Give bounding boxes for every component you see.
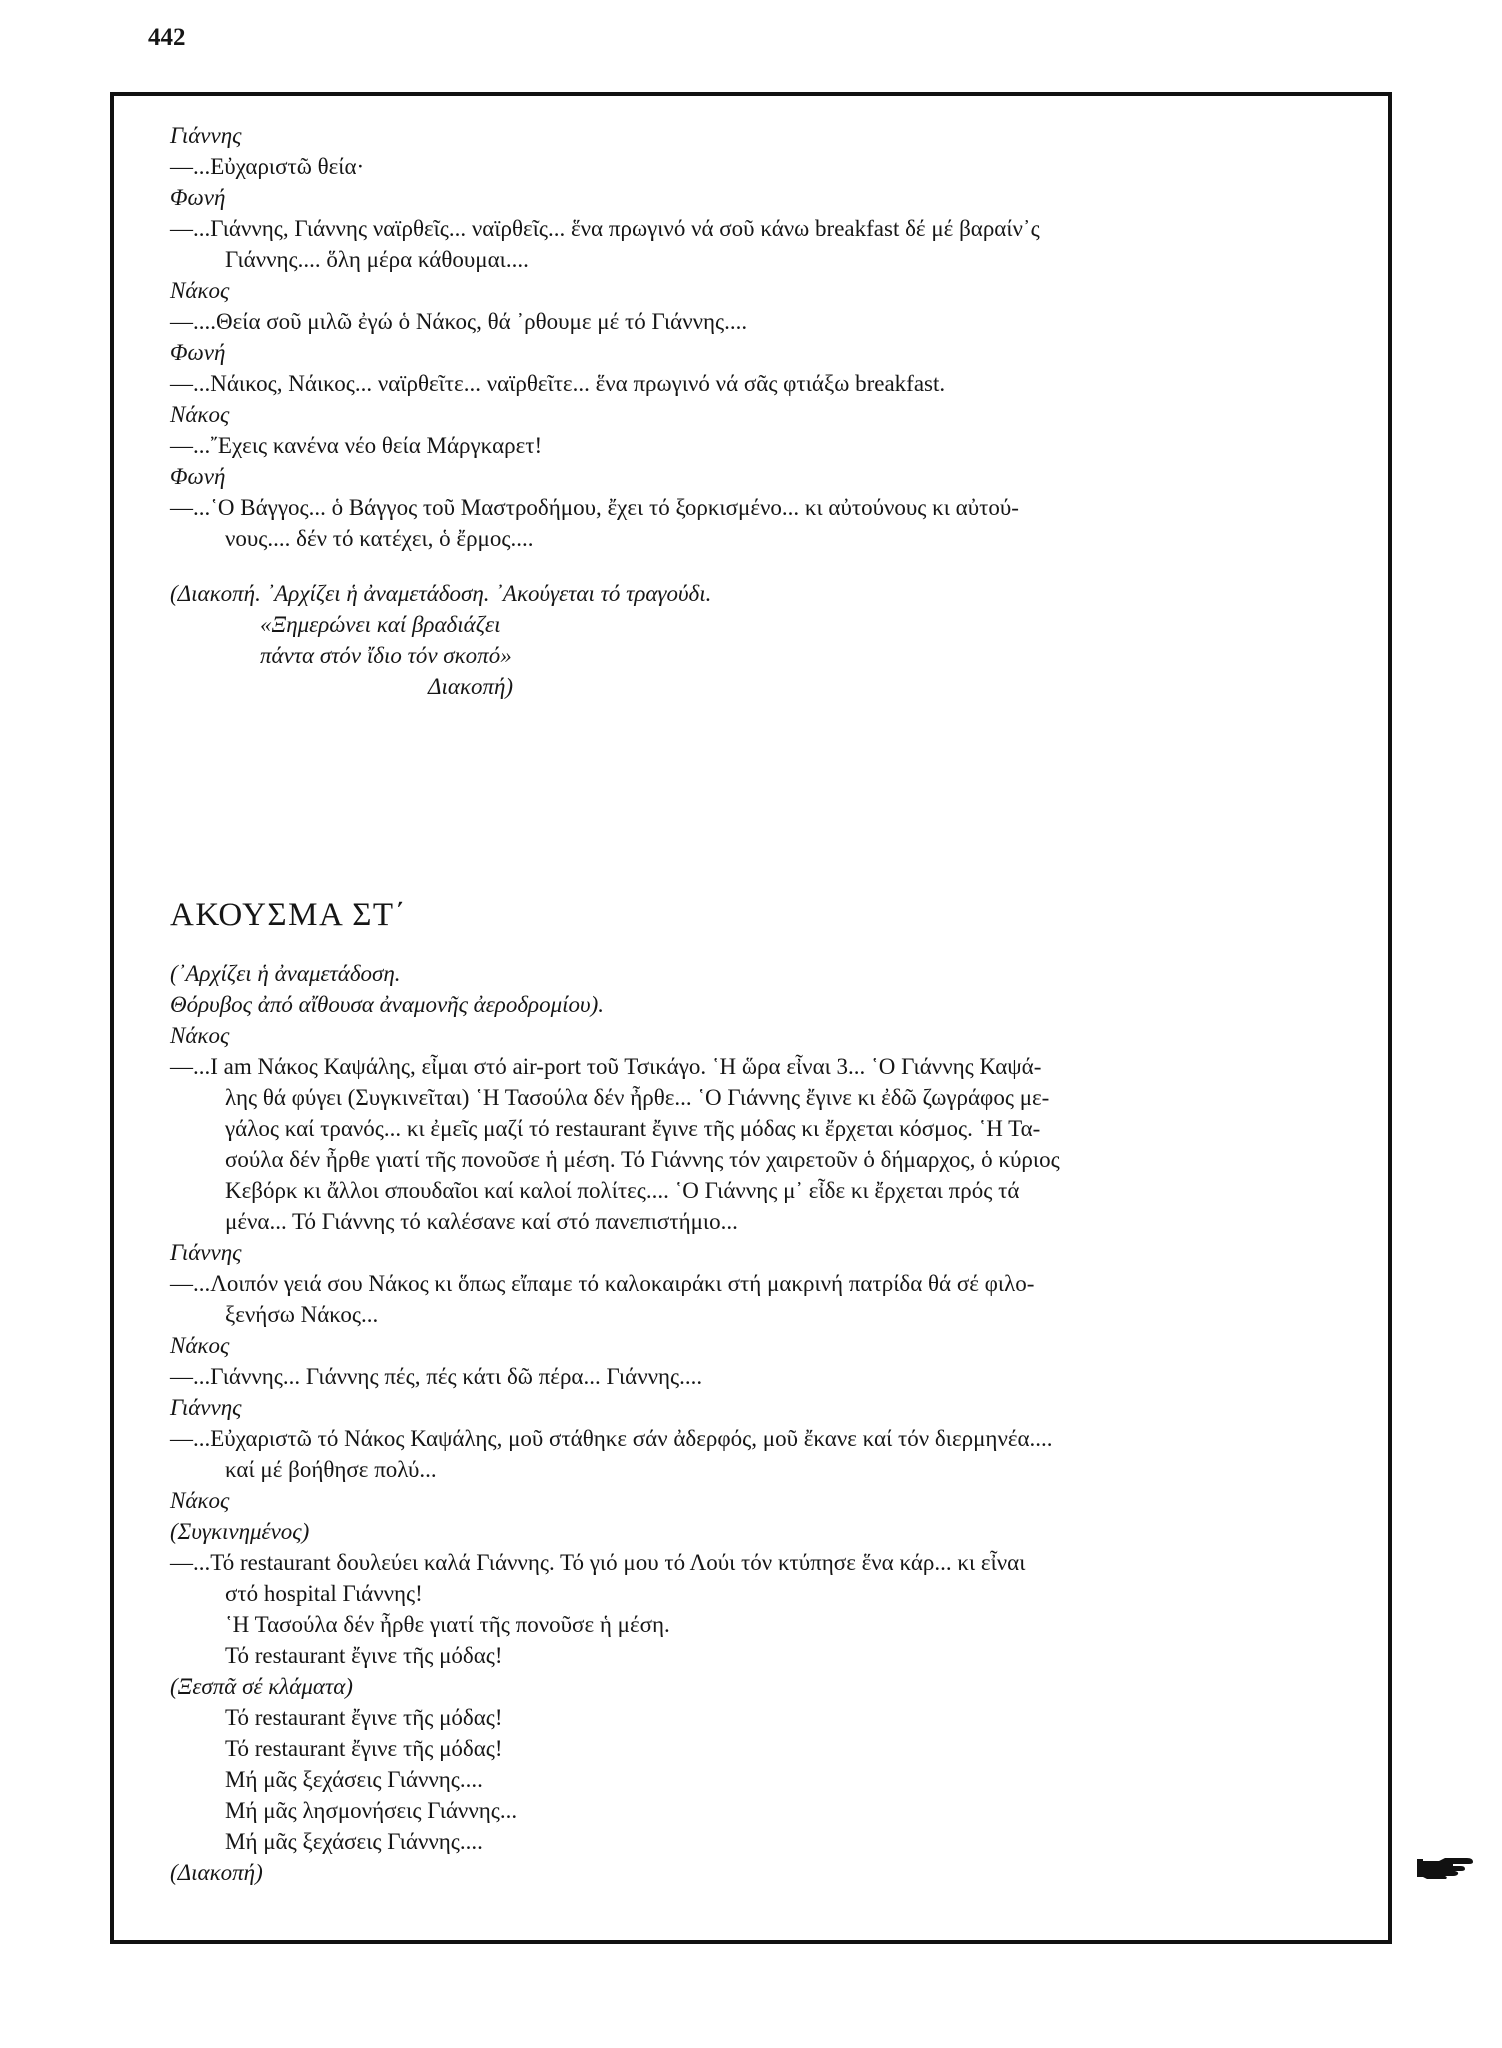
dialogue-continuation: Μή μᾶς ξεχάσεις Γιάννης.... — [225, 1829, 483, 1854]
dialogue-line: —...῾Ο Βάγγος... ὁ Βάγγος τοῦ Μαστροδήμου, ἔχει τό ξορκισμένο... κι αὐτούνους κι αὐτού- — [170, 495, 1019, 520]
speaker-label: Νάκος — [170, 278, 230, 303]
dialogue-line: —...Γιάννης... Γιάννης πές, πές κάτι δῶ πέρα... Γιάννης.... — [170, 1364, 703, 1389]
dialogue-continuation: στό hospital Γιάννης! — [225, 1581, 423, 1606]
speaker-label: Φωνή — [170, 464, 226, 489]
speaker-label: (Συγκινημένος) — [170, 1519, 310, 1544]
dialogue-line: —....Θεία σοῦ μιλῶ ἐγώ ὁ Νάκος, θά ᾿ρθουμε μέ τό Γιάννης.... — [170, 309, 748, 334]
speaker-label: (Ξεσπᾶ σέ κλάματα) — [170, 1674, 353, 1699]
speaker-label: Νάκος — [170, 402, 230, 427]
dialogue-line: —...Νάικος, Νάικος... ναϊρθεῖτε... ναϊρθεῖτε... ἕνα πρωγινό νά σᾶς φτιάξω breakfast. — [170, 371, 946, 396]
dialogue-continuation: καί μέ βοήθησε πολύ... — [225, 1457, 437, 1482]
dialogue-line: —...I am Νάκος Καψάλης, εἶμαι στό air-port τοῦ Τσικάγο. ῾Η ὥρα εἶναι 3... ῾Ο Γιάννης Καψά- — [170, 1054, 1042, 1079]
dialogue-line: —...῎Εχεις κανένα νέο θεία Μάργκαρετ! — [170, 433, 543, 458]
stage-direction: (Διακοπή. ᾿Αρχίζει ἡ ἀναμετάδοση. ᾿Ακούγεται τό τραγούδι. — [170, 581, 712, 606]
speaker-label: Νάκος — [170, 1488, 230, 1513]
dialogue-continuation: ῾Η Τασούλα δέν ἦρθε γιατί τῆς πονοῦσε ἡ μέση. — [225, 1612, 670, 1637]
dialogue-continuation: γάλος καί τρανός... κι ἐμεῖς μαζί τό restaurant ἔγινε τῆς μόδας κι ἔρχεται κόσμος. ῾Η Τα- — [225, 1116, 1041, 1141]
dialogue-continuation: σούλα δέν ἦρθε γιατί τῆς πονοῦσε ἡ μέση. Τό Γιάννης τόν χαιρετοῦν ὁ δήμαρχος, ὁ κύριος — [225, 1147, 1060, 1172]
pointing-hand-icon — [1415, 1855, 1477, 1881]
stage-direction: (᾿Αρχίζει ἡ ἀναμετάδοση. — [170, 961, 401, 986]
dialogue-continuation: Γιάννης.... ὅλη μέρα κάθουμαι.... — [225, 247, 529, 272]
speaker-label: Γιάννης — [170, 1240, 242, 1265]
dialogue-continuation: Μή μᾶς λησμονήσεις Γιάννης... — [225, 1798, 518, 1823]
speaker-label: Φωνή — [170, 340, 226, 365]
dialogue-continuation: Τό restaurant ἔγινε τῆς μόδας! — [225, 1643, 503, 1668]
speaker-label: Νάκος — [170, 1023, 230, 1048]
stage-direction: Διακοπή) — [428, 674, 514, 699]
dialogue-continuation: νους.... δέν τό κατέχει, ὁ ἔρμος.... — [225, 526, 534, 551]
stage-direction: Θόρυβος ἀπό αἴθουσα ἀναμονῆς ἀεροδρομίου). — [170, 992, 604, 1017]
interruption-block — [170, 578, 1350, 702]
dialogue-line: —...Γιάννης, Γιάννης ναϊρθεῖς... ναϊρθεῖς... ἕνα πρωγινό νά σοῦ κάνω breakfast δέ μέ βαραίν᾿ς — [170, 216, 1040, 241]
dialogue-continuation: Κεβόρκ κι ἄλλοι σπουδαῖοι καί καλοί πολίτες.... ῾Ο Γιάννης μ᾿ εἶδε κι ἔρχεται πρός τά — [225, 1178, 1020, 1203]
dialogue-line: —...Λοιπόν γειά σου Νάκος κι ὅπως εἴπαμε τό καλοκαιράκι στή μακρινή πατρίδα θά σέ φιλο- — [170, 1271, 1035, 1296]
speaker-label: Φωνή — [170, 185, 226, 210]
dialogue-continuation: Τό restaurant ἔγινε τῆς μόδας! — [225, 1736, 503, 1761]
speaker-label: (Διακοπή) — [170, 1860, 263, 1885]
song-lyric: «Ξημερώνει καί βραδιάζει — [260, 612, 501, 637]
page-number: 442 — [148, 24, 186, 51]
dialogue-continuation: Μή μᾶς ξεχάσεις Γιάννης.... — [225, 1767, 483, 1792]
dialogue-part-1 — [170, 120, 1350, 554]
speaker-label: Γιάννης — [170, 123, 242, 148]
section-heading: ΑΚΟΥΣΜΑ ΣΤ΄ — [170, 897, 408, 933]
dialogue-continuation: μένα... Τό Γιάννης τό καλέσανε καί στό πανεπιστήμιο... — [225, 1209, 738, 1234]
speaker-label: Γιάννης — [170, 1395, 242, 1420]
speaker-label: Νάκος — [170, 1333, 230, 1358]
dialogue-continuation: ξενήσω Νάκος... — [225, 1302, 379, 1327]
dialogue-line: —...Εὐχαριστῶ θεία· — [170, 154, 365, 179]
dialogue-continuation: Τό restaurant ἔγινε τῆς μόδας! — [225, 1705, 503, 1730]
dialogue-continuation: λης θά φύγει (Συγκινεῖται) ῾Η Τασούλα δέν ἦρθε... ῾Ο Γιάννης ἔγινε κι ἐδῶ ζωγράφος με- — [225, 1085, 1050, 1110]
dialogue-line: —...Τό restaurant δουλεύει καλά Γιάννης. Τό γιό μου τό Λούι τόν κτύπησε ἕνα κάρ... κι εἶναι — [170, 1550, 1026, 1575]
dialogue-line: —...Εὐχαριστῶ τό Νάκος Καψάλης, μοῦ στάθηκε σάν ἀδερφός, μοῦ ἔκανε καί τόν διερμηνέα.... — [170, 1426, 1053, 1451]
song-lyric: πάντα στόν ἴδιο τόν σκοπό» — [260, 643, 512, 668]
dialogue-part-2 — [170, 958, 1350, 1888]
